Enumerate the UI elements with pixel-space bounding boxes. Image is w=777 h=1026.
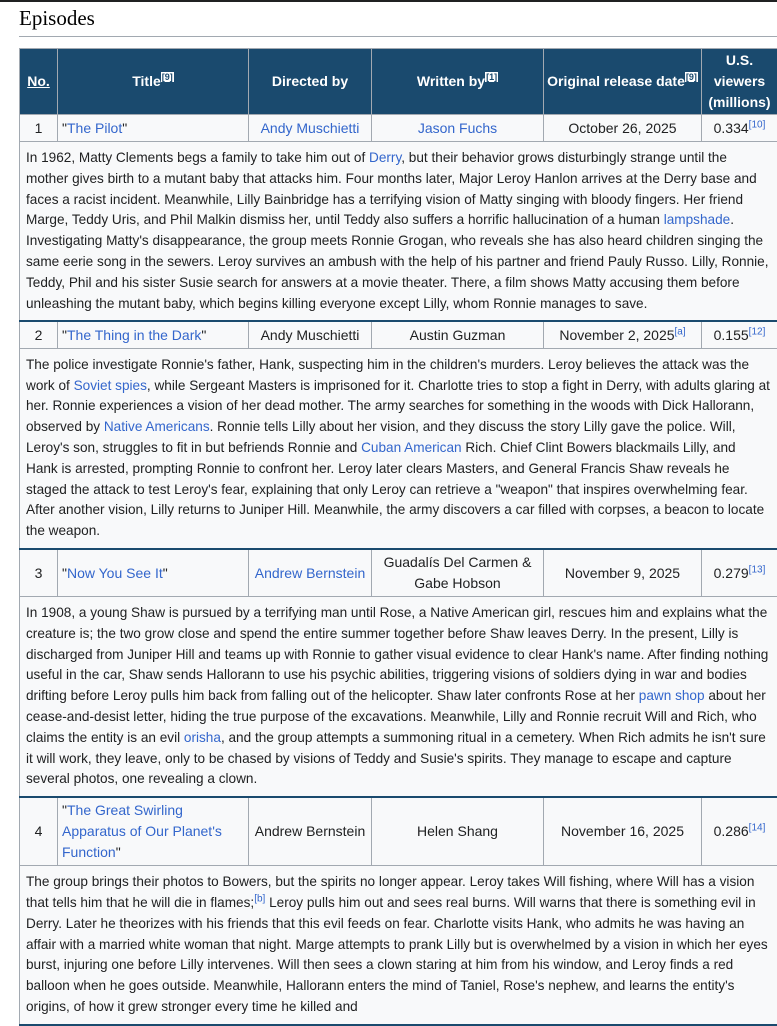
episode-release-date: November 16, 2025 bbox=[544, 797, 702, 866]
episode-writer: Helen Shang bbox=[372, 797, 544, 866]
episode-summary-row bbox=[20, 348, 777, 549]
episode-release-date: November 9, 2025 bbox=[544, 549, 702, 597]
episode-row bbox=[20, 115, 777, 142]
header-row bbox=[20, 49, 777, 115]
summary-link[interactable]: Native Americans bbox=[104, 419, 210, 434]
summary-link[interactable]: lampshade bbox=[664, 212, 731, 227]
episode-title: "The Great Swirling Apparatus of Our Planet's Function" bbox=[58, 797, 249, 866]
episode-viewers: 0.279[13] bbox=[702, 549, 777, 597]
episode-row bbox=[20, 549, 777, 597]
episode-release-date: October 26, 2025 bbox=[544, 115, 702, 142]
episode-summary-row bbox=[20, 597, 777, 798]
episode-title: "Now You See It" bbox=[58, 549, 249, 597]
heading-rule bbox=[19, 36, 777, 37]
episode-title: "The Pilot" bbox=[58, 115, 249, 142]
episode-viewers: 0.286[14] bbox=[702, 797, 777, 866]
section-heading: Episodes bbox=[19, 6, 95, 31]
date-footnote[interactable]: [a] bbox=[675, 326, 686, 337]
episode-title-link[interactable]: The Great Swirling Apparatus of Our Planet's Function bbox=[62, 802, 222, 860]
episodes-table bbox=[19, 48, 777, 1026]
summary-link[interactable]: Soviet spies bbox=[74, 378, 147, 393]
episode-viewers: 0.334[10] bbox=[702, 115, 777, 142]
viewers-ref[interactable]: [12] bbox=[749, 326, 766, 337]
episode-director bbox=[249, 549, 372, 597]
header-viewers: U.S. viewers (millions) bbox=[702, 49, 777, 115]
summary-link[interactable]: pawn shop bbox=[639, 688, 705, 703]
episode-summary-row bbox=[20, 142, 777, 322]
episode-summary-row bbox=[20, 866, 777, 1025]
episode-title: "The Thing in the Dark" bbox=[58, 321, 249, 348]
header-no[interactable]: No. bbox=[20, 49, 58, 115]
episode-writer: Guadalís Del Carmen & Gabe Hobson bbox=[372, 549, 544, 597]
header-date-ref[interactable]: [9] bbox=[685, 72, 698, 82]
header-title-ref[interactable]: [9] bbox=[161, 72, 174, 82]
summary-link[interactable]: Cuban American bbox=[361, 440, 462, 455]
summary-link[interactable]: Derry bbox=[369, 150, 401, 165]
episode-title-link[interactable]: The Pilot bbox=[67, 120, 122, 136]
episode-summary: The group brings their photos to Bowers, but the spirits no longer appear. Leroy takes Will fishing, where Will has a vision that tells him that he will die in flames;[b] Leroy pulls him out and sees real burns. Will warns that there is something evil in Derry. Later he theorizes with his friends that this evil feeds on fear. Charlotte visits Hank, who admits he was having an affair with a married white woman that night. Marge attempts to prank Lilly but is overwhelmed by a vision in which her eyes burst, injuring one before Lilly intervenes. Will then sees a clown staring at him from his window, and Leroy finds a red balloon when he goes outside. Meanwhile, Hallorann enters the mind of Taniel, Rose's nephew, and learns the entity's origins, of how it grew stronger every time he killed and bbox=[20, 866, 777, 1025]
viewers-ref[interactable]: [13] bbox=[749, 564, 766, 575]
episode-number: 1 bbox=[20, 115, 58, 142]
episode-number: 2 bbox=[20, 321, 58, 348]
episode-viewers: 0.155[12] bbox=[702, 321, 777, 348]
viewers-ref[interactable]: [10] bbox=[749, 119, 766, 130]
director-link[interactable]: Andy Muschietti bbox=[261, 120, 360, 136]
episode-writer: Austin Guzman bbox=[372, 321, 544, 348]
summary-footnote[interactable]: [b] bbox=[254, 893, 265, 904]
episode-director: Andrew Bernstein bbox=[249, 797, 372, 866]
top-border bbox=[0, 0, 777, 2]
viewers-ref[interactable]: [14] bbox=[749, 823, 766, 834]
episode-title-link[interactable]: The Thing in the Dark bbox=[67, 327, 201, 343]
episode-release-date: November 2, 2025[a] bbox=[544, 321, 702, 348]
header-written: Written by[1] bbox=[372, 49, 544, 115]
episode-number: 3 bbox=[20, 549, 58, 597]
episode-director bbox=[249, 115, 372, 142]
summary-link[interactable]: orisha bbox=[184, 730, 221, 745]
header-date: Original release date[9] bbox=[544, 49, 702, 115]
episode-director: Andy Muschietti bbox=[249, 321, 372, 348]
writer-link[interactable]: Jason Fuchs bbox=[418, 120, 497, 136]
header-directed: Directed by bbox=[249, 49, 372, 115]
header-written-ref[interactable]: [1] bbox=[485, 72, 498, 82]
episode-row bbox=[20, 321, 777, 348]
header-title: Title[9] bbox=[58, 49, 249, 115]
episode-writer bbox=[372, 115, 544, 142]
director-link[interactable]: Andrew Bernstein bbox=[255, 565, 366, 581]
episodes-body bbox=[20, 115, 777, 1025]
episode-title-link[interactable]: Now You See It bbox=[67, 565, 163, 581]
episode-row bbox=[20, 797, 777, 866]
episode-summary: In 1908, a young Shaw is pursued by a terrifying man until Rose, a Native American girl, rescues him and explains what the creature is; the two grow close and spend the entire summer together before Shaw leaves Derry. In the present, Lilly is discharged from Juniper Hill and teams up with Ronnie to gather visual evidence to clear Hank's name. After finding nothing useful in the car, Shaw sends Hallorann to use his psychic abilities, triggering visions of soldiers dying in war and bodies drifting before Leroy pulls him back from falling out of the helicopter. Shaw later confronts Rose at her pawn shop about her cease-and-desist letter, hiding the true purpose of the excavations. Meanwhile, Lilly and Ronnie recruit Will and Rich, who claims the entity is an evil orisha, and the group attempts a summoning ritual in a cemetery. When Rich admits he isn't sure it will work, they leave, only to be chased by visions of Teddy and Susie's spirits. They manage to escape and capture several photos, one revealing a clown. bbox=[20, 597, 777, 798]
episode-summary: In 1962, Matty Clements begs a family to take him out of Derry, but their behavior grows disturbingly strange until the mother gives birth to a mutant baby that attacks him. Four months later, Major Leroy Hanlon arrives at the Derry base and faces a racist incident. Meanwhile, Lilly Bainbridge has a terrifying vision of Matty singing with bloody fingers. Her friend Marge, Teddy Uris, and Phil Malkin dismiss her, until Teddy also suffers a horrific hallucination of a human lampshade. Investigating Matty's disappearance, the group meets Ronnie Grogan, who reveals she has also heard children singing the same eerie song in the sewers. Leroy survives an ambush with the help of his partner and friend Pauly Russo. Lilly, Ronnie, Teddy, Phil and his sister Susie search for answers at a movie theater. There, a film shows Matty accusing them before unleashing the mutant baby, which begins killing everyone except Lilly, whom Ronnie manages to save. bbox=[20, 142, 777, 322]
episode-summary: The police investigate Ronnie's father, Hank, suspecting him in the children's murders. Leroy believes the attack was the work of Soviet spies, while Sergeant Masters is imprisoned for it. Charlotte tries to stop a fight in Derry, with adults glaring at her. Ronnie experiences a vision of her dead mother. The army searches for something in the woods with Dick Hallorann, observed by Native Americans. Ronnie tells Lilly about her vision, and they discuss the story Lilly gave the police. Will, Leroy's son, struggles to fit in but befriends Ronnie and Cuban American Rich. Chief Clint Bowers blackmails Lilly, and Hank is arrested, prompting Ronnie to confront her. Leroy later clears Masters, and General Francis Shaw reveals he staged the attack to test Leroy's fear, explaining that only Leroy can retrieve a "weapon" that inspires overwhelming fear. After another vision, Lilly returns to Juniper Hill. Meanwhile, the army discovers a car filled with corpses, a beacon to locate the weapon. bbox=[20, 348, 777, 549]
episode-number: 4 bbox=[20, 797, 58, 866]
